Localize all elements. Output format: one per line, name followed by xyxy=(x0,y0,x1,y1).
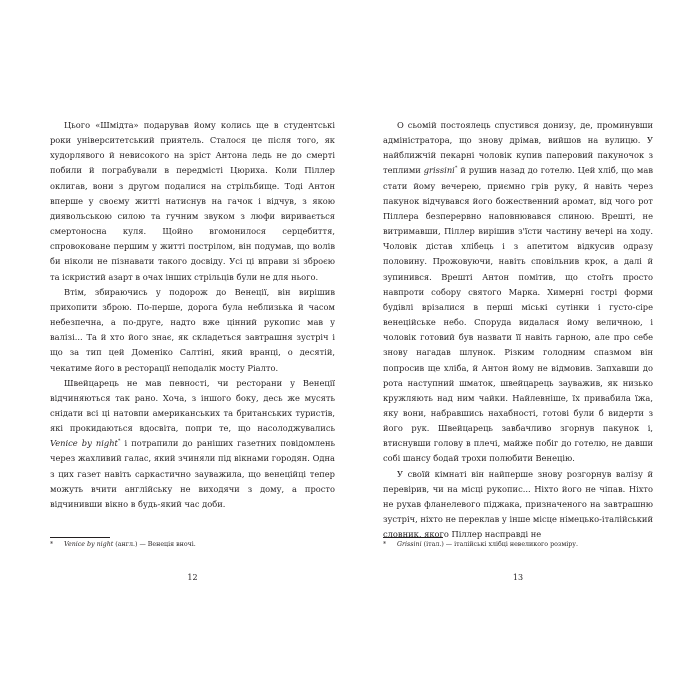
page-number: 12 xyxy=(187,573,198,582)
footnote-term: Venice by night xyxy=(64,541,114,548)
paragraph: Цього «Шмідта» подарував йому колись ще в студентські роки університетський приятель. Сталося це після того, як худорлявого й невисокого на зріст Антона ледь не до смерті побили й пограбували в передмісті Цюриха. Коли Піллер оклигав, вони з другом подалися на стрільбище. Тоді Антон вперше у своєму житті натиснув на гачок і відчув, з якою диявольською силою та гучним звуком з люфи виривається смертоносна куля. Щойно вгомонилося серцебиття, спровоковане першим у житті пострілом, він подумав, що волів би ніколи не пізнавати такого досвіду. Усі ці вправи зі зброєю та іскристий азарт в очах інших стрільців були не для нього. xyxy=(50,120,335,282)
footnote xyxy=(383,540,653,549)
paragraph: У своїй кімнаті він найперше знову розгорнув валізу й перевірив, чи на місці рукопис... Ніхто його не чіпав. Ніхто не рухав фланелевого піджака, призначеного на завтрашню зустріч, ніхто не переклав у інше місце німецько-італійський словник, якого Піллер насправді не xyxy=(383,468,653,540)
footnote-rule xyxy=(50,537,110,538)
paragraph-text: Швейцарець не мав певності, чи ресторани у Венеції відчиняються так рано. Хоча, з іншого боку, десь же мусять снідати всі ці натовпи американських та британських туристів, які прокидаються вдосвіта, попри те, що насолоджувались xyxy=(50,377,335,434)
page-number: 13 xyxy=(512,573,524,582)
right-page xyxy=(383,0,653,700)
paragraph xyxy=(383,118,653,467)
left-page xyxy=(50,0,335,700)
footnote-reference[interactable]: * xyxy=(454,165,458,172)
italic-phrase: grissini xyxy=(423,165,455,176)
footnote-mark: * xyxy=(50,541,54,548)
footnote xyxy=(50,540,335,549)
footnote-reference[interactable]: * xyxy=(117,438,121,445)
left-page-body xyxy=(50,118,335,512)
italic-phrase: Venice by night xyxy=(50,438,118,449)
footnote-mark: * xyxy=(383,541,387,548)
paragraph-text: і потрапили до раніших газетних повідомлень через жахливий галас, який зчиняли під вікнами городян. Одна з цих газет навіть саркастично зауважила, що венеційці тепер можуть вчити англійську не виходячи з дому, а просто відчинивши вікно в будь-який час доби. xyxy=(50,438,335,509)
paragraph-text: О сьомій постоялець спустився донизу, де, проминувши адміністратора, що знову дрімав, вийшов на вулицю. У найближчій пекарні чоловік купив паперовий пакуночок з теплими xyxy=(383,120,653,176)
footnote-text: (англ.) — Венеція вночі. xyxy=(113,541,196,548)
right-page-body xyxy=(383,118,653,542)
paragraph-text: й рушив назад до готелю. Цей хліб, що мав стати йому вечерею, приємно грів руку, й навіть через пакунок відчувався його божественний аромат, від чого рот Піллера безперервно наповнювався слиною. Врешті, не витримавши, Піллер вирішив з'їсти частину вечері на ходу. Чоловік дістав хлібець і з апетитом відкусив одразу половину. Прожовуючи, навіть сповільнив крок, а далі й зупинився. Врешті Антон помітив, що стоїть просто навпроти собору святого Марка. Химерні гострі форми будівлі врізалися в перші міські сутінки і густо-сіре венеційське небо. Споруда видалася йому величною, і чоловік готовий був назвати її навіть гарною, але про себе знову нагадав шлунок. Різким голодним спазмом він попросив ще хліба, й Антон йому не відмовив. Запхавши до рота наступний шматок, швейцарець зауважив, як низько кружляють над ним чайки. Найлевніше, їх привабила їжа, яку вони, набравшись нахабності, готові були б видерти з його рук. Швейцарець завбачливо згорнув пакунок і, втиснувши голову в плечі, майже побіг до готелю, не давши собі шансу бодай трохи полюбити Венецію. xyxy=(383,165,654,464)
footnote-rule xyxy=(383,537,443,538)
footnote-term: Grissini xyxy=(397,541,422,548)
paragraph xyxy=(50,376,335,512)
paragraph: Втім, збираючись у подорож до Венеції, він вирішив прихопити зброю. По-перше, дорога була неблизька й часом небезпечна, а по-друге, надто вже цінний рукопис мав у валізі... Та й хто його знає, як складеться завтрашня зустріч і що за тип цей Доменіко Салтіні, який вранці, о десятій, чекатиме його в ресторації неподалік мосту Ріалто. xyxy=(50,286,335,373)
footnote-text: (італ.) — італійські хлібці невеликого розміру. xyxy=(421,541,578,548)
